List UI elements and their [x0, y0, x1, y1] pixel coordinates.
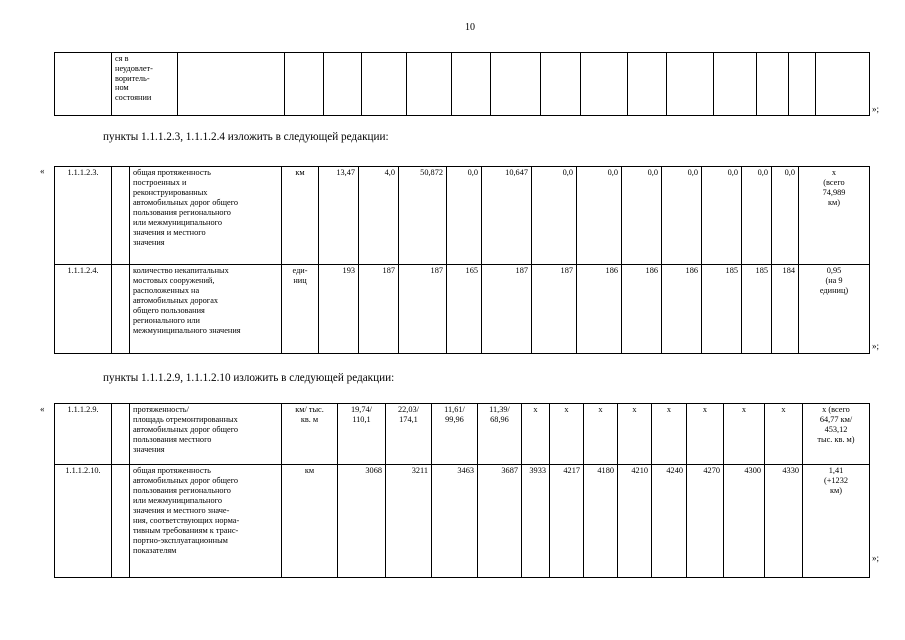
value-cell: х	[652, 404, 687, 465]
value-cell: 0,0	[577, 167, 622, 265]
empty-cell	[112, 167, 130, 265]
value-cell: 187	[482, 265, 532, 354]
section-heading: пункты 1.1.1.2.9, 1.1.1.2.10 изложить в следующей редакции:	[103, 372, 395, 384]
value-cell: 13,47	[319, 167, 359, 265]
closing-quote: »;	[872, 104, 880, 114]
row-number: 1.1.1.2.10.	[55, 465, 112, 578]
value-cell: 0,0	[772, 167, 799, 265]
value-cell: 19,74/ 110,1	[338, 404, 386, 465]
empty-cell	[55, 53, 112, 116]
empty-cell	[285, 53, 324, 116]
value-cell: 187	[532, 265, 577, 354]
row-unit: км	[282, 167, 319, 265]
empty-cell	[112, 404, 130, 465]
value-cell: 11,39/ 68,96	[478, 404, 522, 465]
value-cell: 185	[702, 265, 742, 354]
empty-cell	[452, 53, 491, 116]
value-cell: 4,0	[359, 167, 399, 265]
value-cell: 186	[622, 265, 662, 354]
section1-table	[54, 166, 870, 354]
row-description: общая протяженность построенных и реконструированных автомобильных дорог общего пользования регионального или межмуниципального значения и местного значения	[130, 167, 282, 265]
row-number: 1.1.1.2.4.	[55, 265, 112, 354]
value-cell: 186	[662, 265, 702, 354]
page-number: 10	[465, 22, 475, 33]
fragment-label: ся в неудовлет- воритель- ном состоянии	[112, 53, 178, 116]
value-cell: 184	[772, 265, 799, 354]
value-cell: 4270	[687, 465, 724, 578]
value-cell: 4210	[618, 465, 652, 578]
section2-table	[54, 403, 870, 578]
row-number: 1.1.1.2.3.	[55, 167, 112, 265]
empty-cell	[628, 53, 667, 116]
value-cell: х	[550, 404, 584, 465]
closing-quote: »;	[872, 553, 880, 563]
row-total: х (всего 64,77 км/ 453,12 тыс. кв. м)	[803, 404, 870, 465]
empty-cell	[178, 53, 285, 116]
row-total: х (всего 74,989 км)	[799, 167, 870, 265]
empty-cell	[112, 265, 130, 354]
value-cell: 0,0	[532, 167, 577, 265]
value-cell: 3687	[478, 465, 522, 578]
value-cell: 3933	[522, 465, 550, 578]
value-cell: 187	[359, 265, 399, 354]
empty-cell	[816, 53, 870, 116]
value-cell: 4180	[584, 465, 618, 578]
row-unit: еди- ниц	[282, 265, 319, 354]
value-cell: 4330	[765, 465, 803, 578]
value-cell: 50,872	[399, 167, 447, 265]
empty-cell	[541, 53, 581, 116]
row-number: 1.1.1.2.9.	[55, 404, 112, 465]
value-cell: 3068	[338, 465, 386, 578]
opening-quote: «	[40, 404, 45, 414]
value-cell: 3463	[432, 465, 478, 578]
value-cell: х	[618, 404, 652, 465]
value-cell: х	[522, 404, 550, 465]
top-fragment-table	[54, 52, 870, 116]
row-total: 0,95 (на 9 единиц)	[799, 265, 870, 354]
value-cell: 3211	[386, 465, 432, 578]
closing-quote: »;	[872, 341, 880, 351]
empty-cell	[491, 53, 541, 116]
value-cell: х	[765, 404, 803, 465]
value-cell: 0,0	[702, 167, 742, 265]
opening-quote: «	[40, 166, 45, 176]
table-row	[55, 404, 870, 465]
row-total: 1,41 (+1232 км)	[803, 465, 870, 578]
row-description: общая протяженность автомобильных дорог общего пользования регионального или межмуниципального значения и местного значе- ния, соответствующих норма- тивным требованиям к транс- портно-эксплуатационным показателям	[130, 465, 282, 578]
table-row	[55, 167, 870, 265]
section-heading: пункты 1.1.1.2.3, 1.1.1.2.4 изложить в следующей редакции:	[103, 131, 389, 143]
row-unit: км/ тыс. кв. м	[282, 404, 338, 465]
value-cell: х	[687, 404, 724, 465]
empty-cell	[714, 53, 757, 116]
empty-cell	[407, 53, 452, 116]
value-cell: 187	[399, 265, 447, 354]
value-cell: х	[724, 404, 765, 465]
value-cell: 4300	[724, 465, 765, 578]
value-cell: 0,0	[742, 167, 772, 265]
empty-cell	[757, 53, 789, 116]
value-cell: 186	[577, 265, 622, 354]
empty-cell	[789, 53, 816, 116]
value-cell: х	[584, 404, 618, 465]
value-cell: 4217	[550, 465, 584, 578]
value-cell: 22,03/ 174,1	[386, 404, 432, 465]
empty-cell	[581, 53, 628, 116]
empty-cell	[112, 465, 130, 578]
value-cell: 185	[742, 265, 772, 354]
row-description: количество некапитальных мостовых сооружений, расположенных на автомобильных дорогах общего пользования регионального или межмуниципального значения	[130, 265, 282, 354]
empty-cell	[362, 53, 407, 116]
value-cell: 4240	[652, 465, 687, 578]
value-cell: 11,61/ 99,96	[432, 404, 478, 465]
value-cell: 10,647	[482, 167, 532, 265]
row-description: протяженность/ площадь отремонтированных автомобильных дорог общего пользования местного значения	[130, 404, 282, 465]
value-cell: 0,0	[447, 167, 482, 265]
value-cell: 0,0	[662, 167, 702, 265]
value-cell: 193	[319, 265, 359, 354]
table-row	[55, 265, 870, 354]
row-unit: км	[282, 465, 338, 578]
empty-cell	[324, 53, 362, 116]
value-cell: 0,0	[622, 167, 662, 265]
empty-cell	[667, 53, 714, 116]
value-cell: 165	[447, 265, 482, 354]
table-row	[55, 465, 870, 578]
